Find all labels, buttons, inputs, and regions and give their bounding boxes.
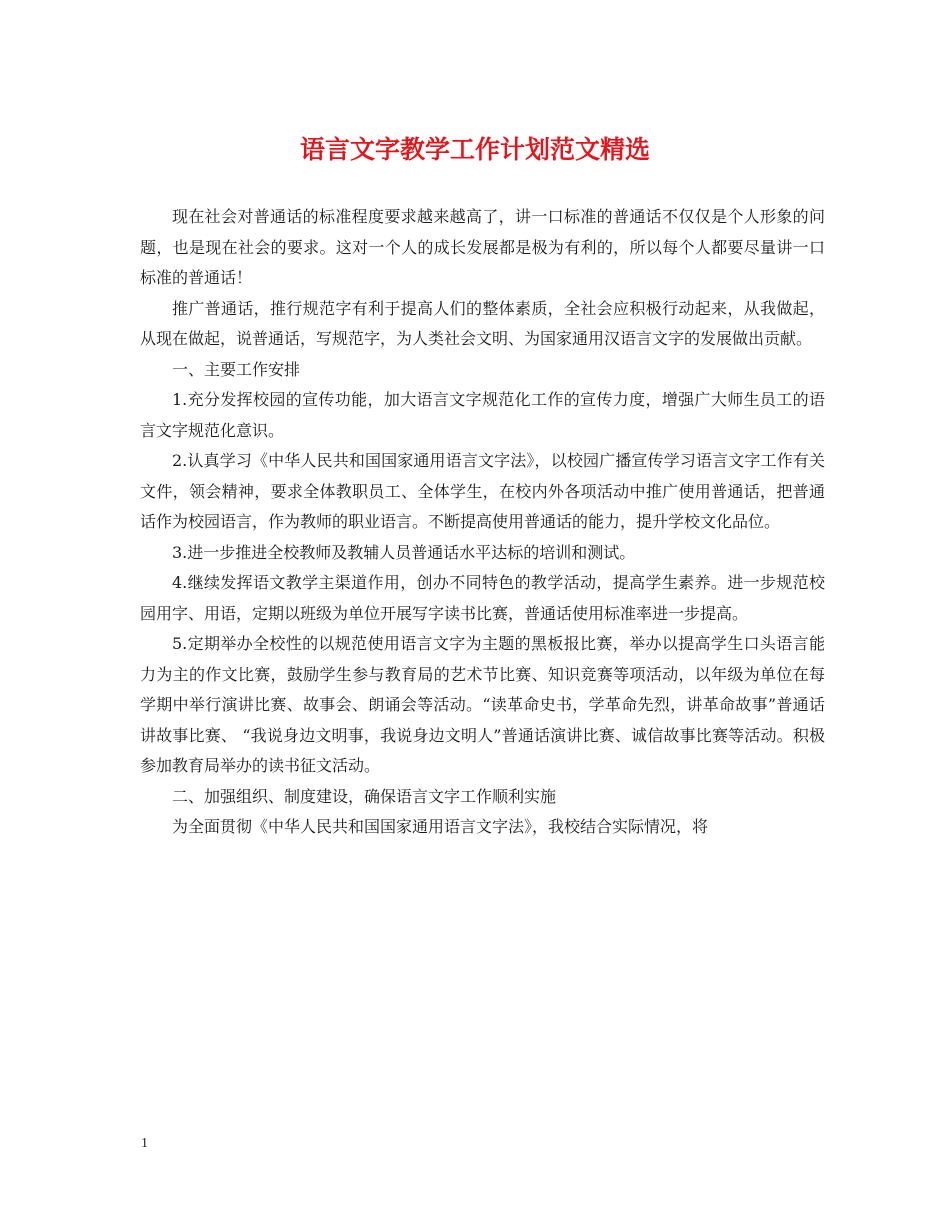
paragraph-intro: 现在社会对普通话的标准程度要求越来越高了，讲一口标准的普通话不仅仅是个人形象的问题，也是现在社会的要求。这对一个人的成长发展都是极为有利的，所以每个人都要尽量讲一口标准的普通话！ — [140, 207, 825, 287]
section-heading-2: 二、加强组织、制度建设，确保语言文字工作顺利实施 — [172, 786, 557, 806]
list-item-2: 2.认真学习《中华人民共和国国家通用语言文字法》，以校园广播宣传学习语言文字工作有关文件，领会精神，要求全体教职员工、全体学生，在校内外各项活动中推广使用普通话，把普通话作为校园语言，作为教师的职业语言。不断提高使用普通话的能力，提升学校文化品位。 — [140, 451, 825, 531]
list-item-5: 5.定期举办全校性的以规范使用语言文字为主题的黑板报比赛，举办以提高学生口头语言能力为主的作文比赛，鼓励学生参与教育局的艺术节比赛、知识竞赛等项活动，以年级为单位在每学期中举行演讲比赛、故事会、朗诵会等活动。“读革命史书，学革命先烈，讲革命故事”普通话讲故事比赛、 “我说身边文明事，我说身边文明人”普通话演讲比赛、诚信故事比赛等活动。积极参加教育局举办的读书征文活动。 — [140, 634, 825, 775]
list-item-1: 1.充分发挥校园的宣传功能，加大语言文字规范化工作的宣传力度，增强广大师生员工的语言文字规范化意识。 — [140, 390, 825, 440]
paragraph-promote: 推广普通话，推行规范字有利于提高人们的整体素质，全社会应积极行动起来，从我做起，从现在做起，说普通话，写规范字，为人类社会文明、为国家通用汉语言文字的发展做出贡献。 — [140, 298, 825, 348]
document-title: 语言文字教学工作计划范文精选 — [299, 135, 650, 164]
list-item-4: 4.继续发挥语文教学主渠道作用，创办不同特色的教学活动，提高学生素养。进一步规范校园用字、用语，定期以班级为单位开展写字读书比赛，普通话使用标准率进一步提高。 — [140, 573, 825, 623]
document-body — [140, 202, 825, 843]
paragraph-implementation: 为全面贯彻《中华人民共和国国家通用语言文字法》，我校结合实际情况，将 — [172, 817, 709, 836]
list-item-3: 3.进一步推进全校教师及教辅人员普通话水平达标的培训和测试。 — [172, 542, 636, 562]
page-number: 1 — [141, 1136, 148, 1151]
section-heading-1: 一、主要工作安排 — [172, 359, 301, 379]
